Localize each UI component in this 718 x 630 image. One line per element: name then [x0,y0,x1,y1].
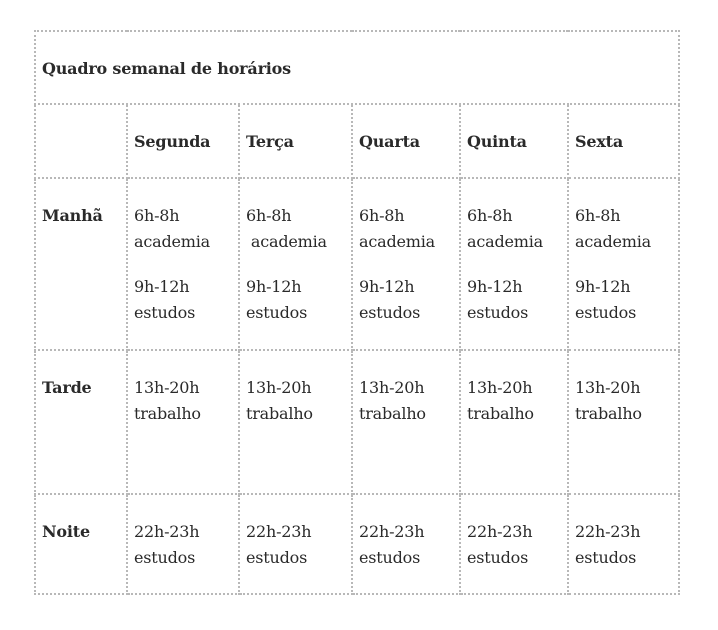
entry-time: 9h-12h [467,277,523,296]
entry-activity: estudos [134,303,196,322]
schedule-entry [467,203,567,255]
schedule-cell [352,178,460,350]
entry-activity: academia [134,232,210,251]
entry-time: 6h-8h [575,206,621,225]
entry-time: 13h-20h [134,378,200,397]
schedule-entry [575,375,678,427]
schedule-cell [127,350,239,494]
table-title: Quadro semanal de horários [35,31,679,104]
schedule-entry [134,203,238,255]
row-label-tarde: Tarde [35,350,127,494]
entry-time: 6h-8h [246,206,292,225]
entry-activity: trabalho [134,404,201,423]
entry-time: 22h-23h [575,522,641,541]
entry-activity: estudos [575,548,637,567]
schedule-entry [134,519,238,571]
entry-activity: trabalho [359,404,426,423]
schedule-cell [460,494,568,594]
schedule-entry [246,375,351,427]
schedule-entry [246,274,351,326]
schedule-entry [359,519,459,571]
table-row-manha [35,178,679,350]
weekly-schedule-table [34,30,680,595]
entry-time: 9h-12h [246,277,302,296]
day-header-quarta: Quarta [352,104,460,178]
schedule-entry [467,519,567,571]
schedule-entry [246,203,351,255]
entry-activity: estudos [246,548,308,567]
entry-time: 13h-20h [359,378,425,397]
schedule-cell [568,178,679,350]
entry-time: 22h-23h [134,522,200,541]
schedule-cell [568,350,679,494]
entry-time: 6h-8h [467,206,513,225]
schedule-cell [239,178,352,350]
schedule-cell [460,350,568,494]
schedule-entry [134,375,238,427]
entry-time: 22h-23h [467,522,533,541]
schedule-cell [568,494,679,594]
entry-time: 13h-20h [246,378,312,397]
entry-time: 13h-20h [467,378,533,397]
schedule-entry [134,274,238,326]
entry-activity: estudos [134,548,196,567]
entry-activity: estudos [359,303,421,322]
header-row [35,104,679,178]
entry-activity: estudos [246,303,308,322]
entry-activity: academia [246,232,327,251]
title-row [35,31,679,104]
row-label-manha: Manhã [35,178,127,350]
schedule-entry [359,375,459,427]
entry-activity: trabalho [467,404,534,423]
schedule-cell [127,494,239,594]
schedule-entry [467,375,567,427]
corner-cell [35,104,127,178]
day-header-terca: Terça [239,104,352,178]
day-header-sexta: Sexta [568,104,679,178]
row-label-noite: Noite [35,494,127,594]
entry-time: 9h-12h [359,277,415,296]
entry-activity: trabalho [575,404,642,423]
table-row-tarde [35,350,679,494]
day-header-quinta: Quinta [460,104,568,178]
entry-time: 6h-8h [134,206,180,225]
schedule-entry [359,274,459,326]
schedule-cell [239,494,352,594]
schedule-cell [460,178,568,350]
entry-time: 22h-23h [359,522,425,541]
schedule-cell [352,350,460,494]
entry-activity: academia [467,232,543,251]
entry-activity: trabalho [246,404,313,423]
entry-activity: estudos [575,303,637,322]
entry-activity: estudos [467,548,529,567]
entry-time: 22h-23h [246,522,312,541]
schedule-entry [246,519,351,571]
schedule-entry [575,519,678,571]
entry-time: 9h-12h [575,277,631,296]
schedule-cell [352,494,460,594]
day-header-segunda: Segunda [127,104,239,178]
schedule-cell [127,178,239,350]
schedule-entry [575,203,678,255]
schedule-cell [239,350,352,494]
schedule-entry [359,203,459,255]
entry-time: 9h-12h [134,277,190,296]
entry-activity: academia [359,232,435,251]
entry-time: 13h-20h [575,378,641,397]
entry-activity: estudos [467,303,529,322]
schedule-entry [575,274,678,326]
schedule-entry [467,274,567,326]
entry-activity: academia [575,232,651,251]
entry-activity: estudos [359,548,421,567]
table-row-noite [35,494,679,594]
entry-time: 6h-8h [359,206,405,225]
